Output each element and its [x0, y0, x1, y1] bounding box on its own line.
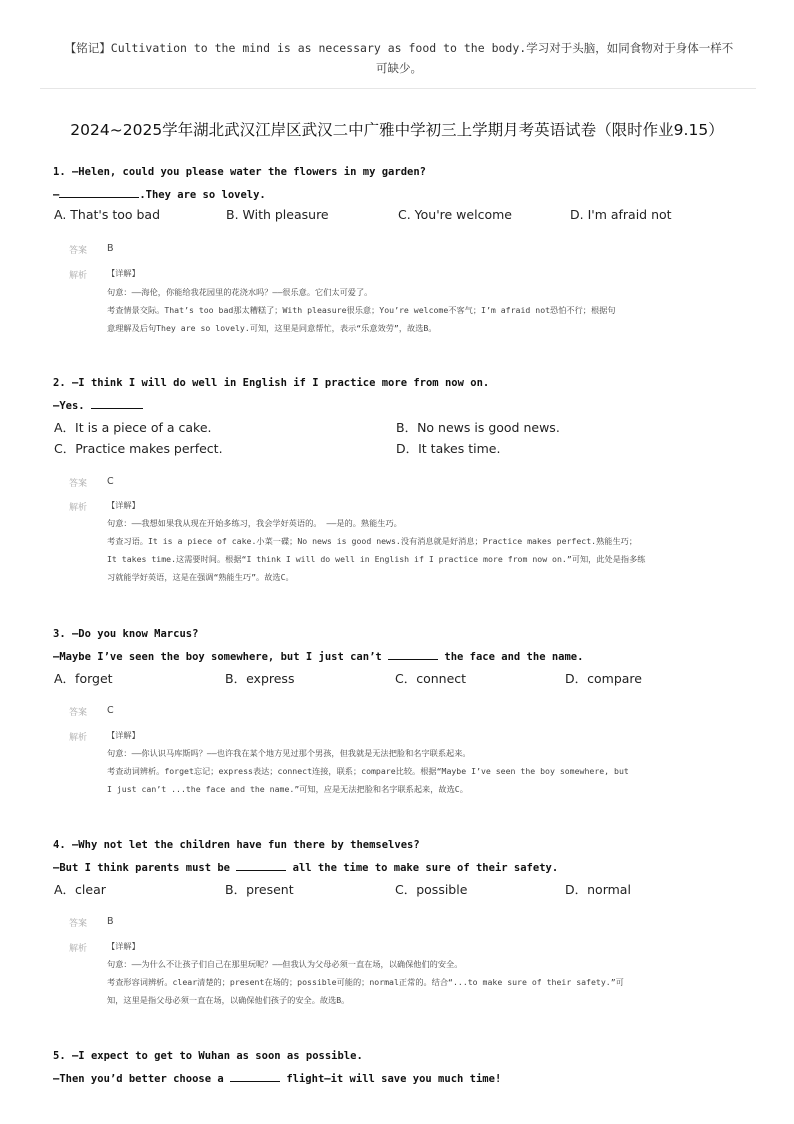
q2-line1: 2. —I think I will do well in English if I practice more from now on.	[53, 377, 490, 389]
q2-option-c: C．Practice makes perfect.	[54, 441, 223, 456]
q3-answer-label: 答案	[69, 708, 88, 718]
q2-analysis-label: 解析	[69, 503, 88, 513]
q4-explanation-line: 句意：——为什么不让孩子们自己在那里玩呢？——但我认为父母必须一直在场，以确保他们的安全。	[107, 959, 463, 969]
exam-title: 2024~2025学年湖北武汉江岸区武汉二中广雅中学初三上学期月考英语试卷（限时作业9.15）	[70, 121, 724, 139]
q1-explanation-line: 句意：——海伦，你能给我花园里的花浇水吗？——很乐意。它们太可爱了。	[107, 287, 373, 297]
q3-option-b: B．express	[225, 671, 295, 686]
q2-line2: —Yes.	[53, 398, 143, 412]
q2-answer-label: 答案	[69, 479, 88, 489]
motto-line-2: 可缺少。	[376, 61, 422, 75]
q4-line2: —But I think parents must be all the time to make sure of their safety.	[53, 862, 559, 874]
motto-line-1: 【铭记】Cultivation to the mind is as necessary as food to the body.学习对于头脑，如同食物对于身体一样不	[64, 41, 734, 55]
q1-option-b: B. With pleasure	[226, 207, 329, 222]
q3-option-a: A．forget	[54, 671, 113, 686]
q3-answer-value: C	[107, 705, 114, 716]
q3-explanation-line: 考查动词辨析。forget忘记；express表达；connect连接，联系；compare比较。根据“Maybe I’ve seen the boy somewhere, but	[107, 766, 629, 776]
q1-option-a: A. That's too bad	[54, 207, 161, 222]
motto	[40, 38, 758, 78]
q4-option-b: B．present	[225, 882, 294, 897]
q1-blank	[59, 187, 139, 198]
q1-explanation-line: 考查情景交际。That’s too bad那太糟糕了；With pleasure很乐意；You’re welcome不客气；I’m afraid not恐怕不行；根据句	[107, 305, 616, 315]
q1-option-c: C. You're welcome	[398, 207, 512, 222]
q1-explanation-line: 意理解及后句They are so lovely.可知，这里是同意帮忙，表示“乐意效劳”，故选B。	[107, 323, 437, 333]
q4-analysis-label: 解析	[69, 944, 88, 954]
q2-explanation-line: 句意：——我想如果我从现在开始多练习，我会学好英语的。 ——是的。熟能生巧。	[107, 518, 402, 528]
q4-explanation-line: 【详解】	[107, 941, 140, 951]
q4-line1: 4. —Why not let the children have fun there by themselves?	[53, 839, 420, 851]
q3-explanation-line: 【详解】	[107, 730, 140, 740]
q4-option-c: C．possible	[395, 882, 468, 897]
q4-explanation-line: 知，这里是指父母必须一直在场，以确保他们孩子的安全。故选B。	[107, 995, 350, 1005]
q1-explanation-line: 【详解】	[107, 268, 140, 278]
q1-line1: 1. —Helen, could you please water the flowers in my garden?	[53, 166, 426, 178]
q2-option-d: D．It takes time.	[396, 441, 501, 456]
q3-line1: 3. —Do you know Marcus?	[53, 628, 199, 640]
q4-explanation-line: 考查形容词辨析。clear清楚的；present在场的；possible可能的；normal正常的。结合“...to make sure of their safety.”可	[107, 977, 624, 987]
q4-answer-label: 答案	[69, 919, 88, 929]
q3-explanation-line: 句意：——你认识马库斯吗？——也许我在某个地方见过那个男孩，但我就是无法把脸和名字联系起来。	[107, 748, 471, 758]
header-divider	[40, 88, 756, 89]
q4-answer-value: B	[107, 916, 114, 927]
q1-line2: — .They are so lovely.	[53, 189, 266, 201]
q2-explanation-line: 【详解】	[107, 500, 140, 510]
q1-answer-label: 答案	[69, 246, 88, 256]
q4-blank	[236, 860, 286, 871]
q1-answer-value: B	[107, 243, 114, 254]
q2-option-b: B．No news is good news.	[396, 420, 560, 435]
q1-option-d: D. I'm afraid not	[570, 207, 672, 222]
q4-option-a: A．clear	[54, 882, 106, 897]
q2-blank	[91, 398, 143, 409]
q2-answer-value: C	[107, 476, 114, 487]
q1-analysis-label: 解析	[69, 271, 88, 281]
q2-explanation-line: 习就能学好英语，这是在强调“熟能生巧”。故选C。	[107, 572, 294, 582]
q3-option-c: C．connect	[395, 671, 467, 686]
q3-line2: —Maybe I’ve seen the boy somewhere, but I just can’t the face and the name.	[53, 651, 584, 663]
q2-explanation-line: 考查习语。It is a piece of cake.小菜一碟；No news is good news.没有消息就是好消息；Practice makes perfect.熟能生巧；	[107, 536, 638, 546]
q2-option-a: A．It is a piece of a cake.	[54, 420, 212, 435]
q5-blank	[230, 1071, 280, 1082]
q3-blank	[388, 649, 438, 660]
q4-option-d: D．normal	[565, 882, 631, 897]
q3-option-d: D．compare	[565, 671, 642, 686]
q3-explanation-line: I just can’t ...the face and the name.”可知，应是无法把脸和名字联系起来，故选C。	[107, 784, 468, 794]
q5-line2: —Then you’d better choose a flight—it will save you much time!	[53, 1073, 502, 1085]
q2-explanation-line: It takes time.这需要时间。根据“I think I will do well in English if I practice more from now on.”可知，此处是指多练	[107, 554, 646, 564]
q5-line1: 5. —I expect to get to Wuhan as soon as possible.	[53, 1050, 363, 1062]
q3-analysis-label: 解析	[69, 733, 88, 743]
